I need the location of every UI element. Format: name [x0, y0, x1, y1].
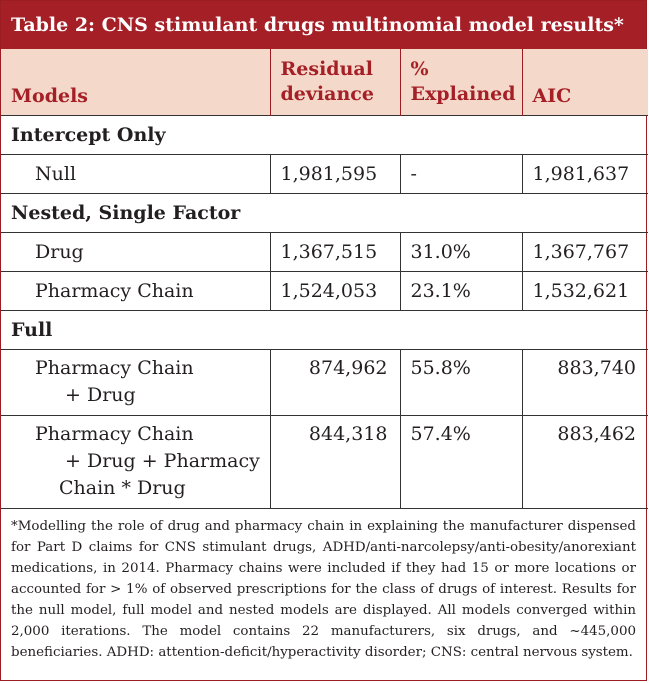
aic-value: 1,532,621	[522, 271, 648, 310]
header-residual-line2: deviance	[280, 83, 374, 105]
table-row	[1, 271, 648, 310]
pct-explained-value: 23.1%	[400, 271, 522, 310]
pct-explained-value: 55.8%	[400, 349, 522, 415]
section-row	[1, 310, 648, 349]
residual-deviance-value: 1,981,595	[270, 154, 400, 193]
pct-explained-value: 31.0%	[400, 232, 522, 271]
aic-value: 1,981,637	[522, 154, 648, 193]
section-row	[1, 115, 648, 154]
header-pct-line2: Explained	[410, 83, 516, 105]
header-aic: AIC	[522, 49, 648, 115]
table-row	[1, 415, 648, 508]
aic-value: 883,462	[522, 415, 648, 508]
model-name-line1: Pharmacy Chain	[35, 422, 194, 445]
section-full: Full	[1, 310, 648, 349]
model-name-line1: Pharmacy Chain	[35, 356, 194, 379]
pct-explained-value: 57.4%	[400, 415, 522, 508]
model-name	[1, 349, 270, 415]
header-row	[1, 49, 648, 115]
header-pct-explained	[400, 49, 522, 115]
model-name-line2: + Drug	[65, 383, 136, 406]
results-table	[1, 49, 648, 509]
header-pct-line1: %	[410, 58, 429, 80]
residual-deviance-value: 1,524,053	[270, 271, 400, 310]
section-row	[1, 193, 648, 232]
section-intercept-only: Intercept Only	[1, 115, 648, 154]
residual-deviance-value: 844,318	[270, 415, 400, 508]
table-row	[1, 232, 648, 271]
model-name-line3: Chain * Drug	[59, 476, 186, 499]
aic-value: 1,367,767	[522, 232, 648, 271]
residual-deviance-value: 874,962	[270, 349, 400, 415]
header-models: Models	[1, 49, 270, 115]
table-footnote: *Modelling the role of drug and pharmacy chain in explaining the manufacturer dispensed for Part D claims for CNS stimulant drugs, ADHD/anti-narcolepsy/anti-obesity/anorexiant medications, in 2014. Pharmacy chains were included if they had 15 or more locations or accounted for > 1% of observed prescriptions for the class of drugs of interest. Results for the null model, full model and nested models are displayed. All models converged within 2,000 iterations. The model contains 22 manufacturers, six drugs, and ~445,000 beneficiaries. ADHD: attention-deficit/hyperactivity disorder; CNS: central nervous system.	[11, 518, 636, 660]
table-row	[1, 154, 648, 193]
model-name	[1, 415, 270, 508]
model-name: Drug	[1, 232, 270, 271]
residual-deviance-value: 1,367,515	[270, 232, 400, 271]
aic-value: 883,740	[522, 349, 648, 415]
header-residual-line1: Residual	[280, 58, 373, 80]
table-title: Table 2: CNS stimulant drugs multinomial model results*	[1, 1, 646, 49]
table-row	[1, 349, 648, 415]
header-residual-deviance	[270, 49, 400, 115]
model-name: Pharmacy Chain	[1, 271, 270, 310]
model-name: Null	[1, 154, 270, 193]
section-nested-single-factor: Nested, Single Factor	[1, 193, 648, 232]
pct-explained-value: -	[400, 154, 522, 193]
model-name-line2: + Drug + Pharmacy	[65, 449, 260, 472]
